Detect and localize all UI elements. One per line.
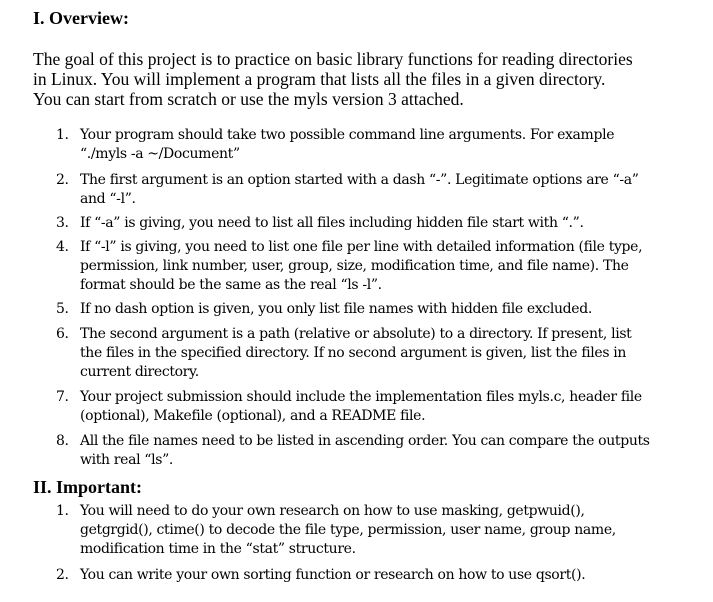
list-number: 6.	[56, 326, 69, 342]
overview-list-item-6	[56, 325, 696, 382]
list-item-text	[80, 238, 696, 295]
overview-heading: I. Overview:	[33, 8, 129, 28]
intro-line: You can start from scratch or use the myls version 3 attached.	[33, 89, 464, 109]
overview-list-item-8	[56, 432, 696, 470]
list-item-line: The second argument is a path (relative or absolute) to a directory. If present, list	[80, 326, 632, 342]
overview-list-item-3	[56, 214, 696, 233]
list-item-text	[80, 325, 696, 382]
list-item-line: All the file names need to be listed in ascending order. You can compare the outputs	[80, 433, 650, 449]
important-list-item-2	[56, 566, 696, 585]
list-item-line: Your project submission should include the implementation files myls.c, header file	[80, 389, 642, 405]
list-number: 2.	[56, 172, 69, 188]
important-list-item-1	[56, 502, 696, 559]
list-item-line: (optional), Makefile (optional), and a README file.	[80, 408, 426, 424]
list-item-line: current directory.	[80, 364, 199, 380]
important-heading: II. Important:	[33, 477, 143, 497]
list-item-text	[80, 566, 696, 585]
overview-list-item-5	[56, 300, 696, 319]
intro-line: The goal of this project is to practice on basic library functions for reading directories	[33, 49, 633, 69]
list-item-text	[80, 126, 696, 164]
list-item-line: permission, link number, user, group, size, modification time, and file name). The	[80, 258, 629, 274]
overview-intro-paragraph	[33, 49, 683, 109]
list-item-line: The first argument is an option started with a dash “-”. Legitimate options are “-a”	[80, 172, 639, 188]
list-item-line: and “-l”.	[80, 191, 136, 207]
list-number: 5.	[56, 301, 69, 317]
list-number: 7.	[56, 389, 69, 405]
list-item-line: You will need to do your own research on how to use masking, getpwuid(),	[80, 503, 585, 519]
overview-list-item-1	[56, 126, 696, 164]
list-item-line: “./myls -a ~/Document”	[80, 146, 240, 162]
list-item-line: getgrgid(), ctime() to decode the file type, permission, user name, group name,	[80, 522, 616, 538]
list-item-line: Your program should take two possible command line arguments. For example	[80, 127, 615, 143]
list-number: 2.	[56, 567, 69, 583]
overview-list-item-4	[56, 238, 696, 295]
list-item-text	[80, 432, 696, 470]
list-item-line: If no dash option is given, you only list file names with hidden file excluded.	[80, 301, 592, 317]
list-item-text	[80, 502, 696, 559]
list-item-line: modification time in the “stat” structure.	[80, 541, 356, 557]
list-item-line: If “-l” is giving, you need to list one file per line with detailed information (file type,	[80, 239, 643, 255]
list-number: 4.	[56, 239, 69, 255]
list-item-text	[80, 388, 696, 426]
intro-line: in Linux. You will implement a program that lists all the files in a given directory.	[33, 69, 606, 89]
list-item-text	[80, 171, 696, 209]
list-number: 3.	[56, 215, 69, 231]
list-item-text	[80, 300, 696, 319]
list-number: 1.	[56, 503, 69, 519]
list-item-text	[80, 214, 696, 233]
overview-list-item-2	[56, 171, 696, 209]
list-number: 1.	[56, 127, 69, 143]
overview-list-item-7	[56, 388, 696, 426]
list-item-line: If “-a” is giving, you need to list all files including hidden file start with “.”.	[80, 215, 584, 231]
list-item-line: format should be the same as the real “ls -l”.	[80, 277, 382, 293]
list-number: 8.	[56, 433, 69, 449]
list-item-line: the files in the specified directory. If no second argument is given, list the files in	[80, 345, 627, 361]
list-item-line: with real “ls”.	[80, 452, 173, 468]
list-item-line: You can write your own sorting function or research on how to use qsort().	[80, 567, 586, 583]
